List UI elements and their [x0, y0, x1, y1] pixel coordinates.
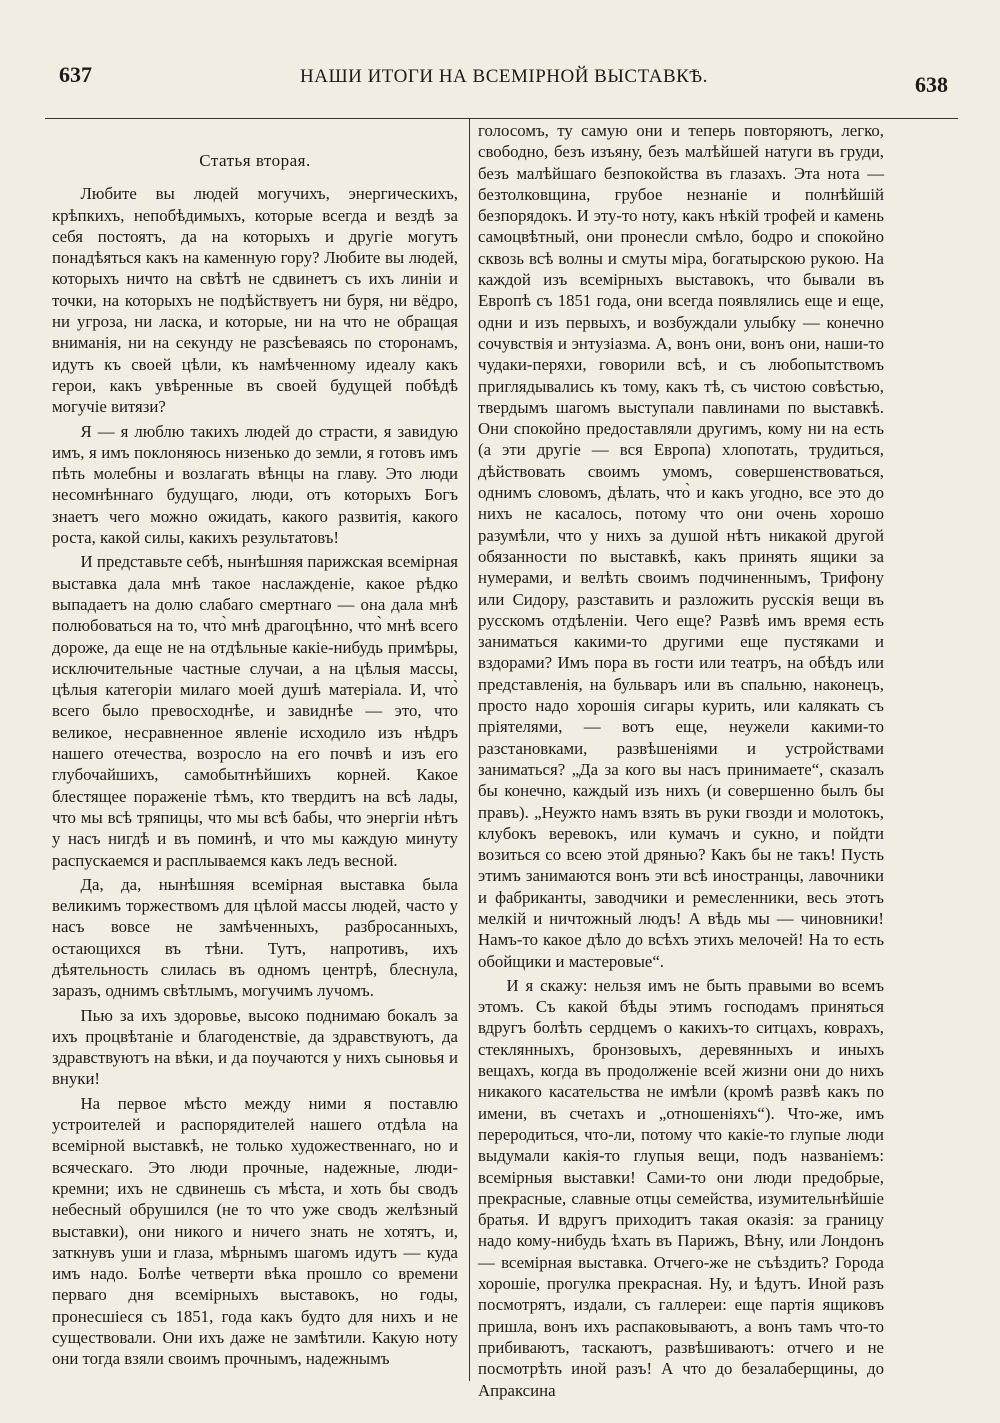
page-number-left: 637 [59, 62, 92, 87]
running-header [45, 58, 960, 97]
paragraph: Я — я люблю такихъ людей до страсти, я завидую имъ, я имъ поклоняюсь низенько до земли, я готовъ имъ пѣть молебны и возлагать вѣнцы на главу. Это люди несомнѣннаго будущаго, люди, отъ которыхъ Богъ знаетъ чего можно ожидать, какого развитія, какого роста, какой силы, какихъ результатовъ! [52, 421, 458, 548]
paragraph: И я скажу: нельзя имъ не быть правыми во всемъ этомъ. Съ какой бѣды этимъ господамъ приняться вдругъ болѣть сердцемъ о какихъ-то ситцахъ, коврахъ, стеклянныхъ, бронзовыхъ, деревянныхъ и иныхъ вещахъ, когда въ продолженіе всей жизни они до нихъ никакого касательства не имѣли (кромѣ развѣ какъ по имени, въ счетахъ и „отношеніяхъ“). Что-же, имъ переродиться, что-ли, потому что какіе-то глупые люди выдумали какія-то глупыя вещи, подъ названіемъ: всемірныя выставки! Сами-то они люди предобрые, прекрасные, славные отцы семейства, изумительнѣйшіе братья. И вдругъ приходитъ такая оказія: за границу надо кому-нибудь ѣхать въ Парижъ, Вѣну, или Лондонъ — всемірная выставка. Отчего-же не съѣздить? Города хорошіе, прогулка прекрасная. Ну, и ѣдутъ. Иной разъ посмотрятъ, издали, съ галлереи: еще партія ящиковъ пришла, вонъ ихъ распаковываютъ, а вонъ тамъ что-то прибиваютъ, таскаютъ, развѣшиваютъ: отчего и не посмотрѣть иной разъ! А что до безалаберщины, до Апраксина [478, 975, 884, 1400]
paragraph: Любите вы людей могучихъ, энергическихъ, крѣпкихъ, непобѣдимыхъ, которые всегда и вездѣ за себя постоятъ, да на которыхъ и другіе могутъ понадѣяться какъ на каменную гору? Любите вы людей, которыхъ ничто на свѣтѣ не сдвинетъ съ ихъ линіи и точки, на которыхъ не подѣйствуетъ ни буря, ни вёдро, ни угроза, ни ласка, и которые, ни на что не обращая вниманія, ни на секунду не разсѣеваясь по сторонамъ, идутъ къ своей цѣли, къ намѣченному идеалу какъ герои, какъ увѣренные въ своей будущей побѣдѣ могучіе витязи? [52, 184, 458, 417]
paragraph: И представьте себѣ, нынѣшняя парижская всемірная выставка дала мнѣ такое наслажденіе, какое рѣдко выпадаетъ на долю слабаго смертнаго — она дала мнѣ полюбоваться на то, что̀ мнѣ драгоцѣнно, что̀ мнѣ всего дороже, да еще не на отдѣльные какіе-нибудь примѣры, исключительные частные случаи, а на цѣлыя массы, цѣлыя категоріи милаго моей душѣ матеріала. И, что̀ всего было превосходнѣе, и завиднѣе — это, что великое, несравненное явленіе исходило изъ нѣдръ нашего отечества, возросло на его почвѣ и изъ его глубочайшихъ, самобытнѣйшихъ корней. Какое блестящее пораженіе тѣмъ, кто твердитъ на всѣ лады, что мы всѣ тряпицы, что мы всѣ бабы, что энергіи нѣтъ у насъ нигдѣ и въ поминѣ, и что мы каждую минуту распускаемся и расплываемся какъ ледъ весной. [52, 552, 458, 870]
running-title: НАШИ ИТОГИ НА ВСЕМІРНОЙ ВЫСТАВКѢ. [300, 66, 708, 87]
column-divider [469, 118, 470, 1381]
left-column [52, 120, 458, 1370]
paragraph: На первое мѣсто между ними я поставлю устроителей и распорядителей нашего отдѣла на всемірной выставкѣ, не только художественнаго, но и всяческаго. Это люди прочные, надежные, люди-кремни; ихъ не сдвинешь съ мѣста, и хоть бы сводъ небесный обрушился (не то что уже сводъ желѣзный выставки), они никого и ничего знать не хотятъ, и, заткнувъ уши и глаза, мѣрнымъ шагомъ идутъ — куда имъ надо. Болѣе четверти вѣка прошло со времени перваго дня всемірныхъ выставокъ, но годы, пронесшіеся съ 1851, года какъ будто для нихъ и не существовали. Они ихъ даже не замѣтили. Какую ноту они тогда взяли своимъ прочнымъ, надежнымъ [52, 1093, 458, 1369]
paragraph: голосомъ, ту самую они и теперь повторяютъ, легко, свободно, безъ изъяну, безъ малѣйшей натуги въ груди, безъ малѣйшаго безпокойства въ глазахъ. Эта нота — безтолковщина, грубое незнаніе и полнѣйшій безпорядокъ. И эту-то ноту, какъ нѣкій трофей и камень самоцвѣтный, они пронесли смѣло, бодро и спокойно сквозь всѣ волны и смуты міра, богатырскою рукою. На каждой изъ всемірныхъ выставокъ, что бывали въ Европѣ съ 1851 года, они всегда появлялись еще и еще, одни и изъ первыхъ, и возбуждали улыбку — конечно сочувствія и энтузіазма. А, вонъ они, вонъ они, наши-то чудаки-перяхи, говорили всѣ, и съ любопытствомъ приглядывались къ тому, какъ тѣ, съ чистою совѣстью, твердымъ шагомъ выступали павлинами по выставкѣ. Они спокойно предоставляли другимъ, кому ни на есть (а эти другіе — вся Европа) хлопотать, трудиться, дѣйствовать своимъ умомъ, совершенствоваться, однимъ словомъ, дѣлать, что̀ и какъ угодно, все это до нихъ не касалось, потому что они очень хорошо разумѣли, что у нихъ за душой нѣтъ никакой другой обязанности по выставкѣ, какъ принять ящики за нумерами, и велѣть своимъ подчиненнымъ, Трифону или Сидору, разставить и разложить русскія вещи въ русскомъ отдѣленіи. Чего еще? Развѣ имъ время есть заниматься какими-то другими еще пустяками и вздорами? Имъ пора въ гости или театръ, на обѣдъ или представленія, на бульваръ или въ спальню, наконецъ, просто надо хорошія сигары курить, или калякать съ пріятелями, — вотъ еще, неужели какими-то разстановками, развѣшеніями и устройствами заниматься? „Да за кого вы насъ принимаете“, сказалъ бы конечно, каждый изъ нихъ (и совершенно былъ бы правъ). „Неужто намъ взять въ руки гвозди и молотокъ, клубокъ веревокъ, или кумачъ и сукно, и пойдти возиться со всею этой дрянью? Какъ бы не такъ! Пусть этимъ занимаются вонъ эти всѣ иностранцы, лавочники и фабриканты, заводчики и ремесленники, весь этотъ мелкій и ничтожный людъ! А вѣдь мы — чиновники! Намъ-то какое дѣло до всѣхъ этихъ мелочей! На то есть обойщики и мастеровые“. [478, 121, 884, 971]
paragraph: Пью за ихъ здоровье, высоко поднимаю бокалъ за ихъ процвѣтаніе и благоденствіе, да здравствуютъ, да здравствуютъ на вѣки, и да поучаются у нихъ сыновья и внуки! [52, 1005, 458, 1089]
section-title: Статья вторая. [199, 151, 311, 170]
page-number-right: 638 [915, 72, 948, 97]
paragraph: Да, да, нынѣшняя всемірная выставка была великимъ торжествомъ для цѣлой массы людей, часто у насъ вовсе не замѣченныхъ, разбросанныхъ, остающихся въ тѣни. Тутъ, напротивъ, ихъ дѣятельность слилась въ одномъ центрѣ, блеснула, заразъ, однимъ свѣтлымъ, могучимъ лучомъ. [52, 874, 458, 1001]
header-rule [45, 118, 958, 119]
right-column [478, 120, 884, 1401]
